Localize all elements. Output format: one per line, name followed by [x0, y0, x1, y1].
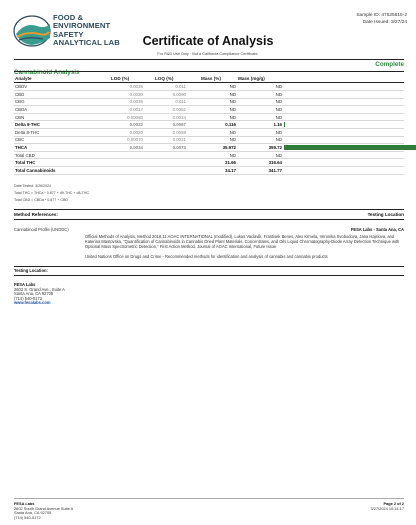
- cannabinoid-section-title: Cannabinoid Analysis: [14, 69, 80, 76]
- loq-cell: 0.0021: [172, 137, 186, 143]
- mass-mg-cell: ND: [275, 129, 282, 135]
- mass-pct-cell: ND: [229, 114, 236, 120]
- table-row: [14, 106, 404, 113]
- address-line: Santa Ana, CA 92705: [14, 291, 54, 297]
- divider: [14, 219, 404, 220]
- mass-pct-cell: ND: [229, 99, 236, 105]
- lod-cell: 0.0022: [129, 122, 143, 128]
- method-reference-unodc: United Nations Office on Drugs and Crime - Recommended methods for identification and analysis of cannabis and cannabis products: [85, 254, 328, 259]
- methods-section-header: [14, 212, 404, 217]
- sample-id: Sample ID: 47525815-2: [356, 13, 407, 18]
- date-tested: Date Tested: 3/26/2024: [14, 184, 52, 188]
- loq-cell: 0.0052: [172, 106, 186, 112]
- loq-cell: 0.011: [175, 99, 186, 105]
- analyte-cell: CBDA: [15, 106, 28, 112]
- lod-cell: 0.00070: [127, 137, 143, 143]
- analysis-status: Complete: [375, 61, 404, 68]
- mass-pct-cell: 34.17: [225, 167, 236, 173]
- footer-divider: [14, 498, 404, 499]
- analyte-cell: Delta 9-THC: [15, 122, 40, 128]
- table-row: [14, 91, 404, 98]
- lod-cell: 0.0024: [129, 144, 143, 150]
- page-number: Page 2 of 2: [383, 501, 404, 506]
- mass-pct-cell: ND: [229, 152, 236, 158]
- divider: [14, 59, 404, 60]
- analyte-cell: Total CBD: [15, 152, 35, 158]
- logo-line: SAFETY: [53, 29, 84, 39]
- mass-pct-cell: ND: [229, 84, 236, 90]
- divider: [14, 266, 404, 267]
- col-mass-pct: Mass (%): [201, 76, 221, 81]
- date-issued: Date Issued: 3/27/24: [362, 20, 407, 25]
- mass-pct-cell: ND: [229, 137, 236, 143]
- sample-meta: [356, 12, 407, 26]
- footer-address-line: 2602 South Grand Avenue Suite A: [14, 505, 74, 511]
- table-row: [14, 151, 404, 158]
- mass-mg-cell: ND: [275, 99, 282, 105]
- total-cbd-formula: Total CBD = CBDa * 0.877 + CBD: [14, 198, 68, 202]
- col-loq: LOQ (%): [155, 76, 174, 81]
- analyte-cell: CBG: [15, 99, 25, 105]
- analyte-cell: CBN: [15, 114, 25, 120]
- loq-cell: 0.0090: [172, 91, 186, 97]
- logo-line: ANALYTICAL LAB: [53, 37, 120, 47]
- mass-mg-cell: 359.72: [268, 144, 282, 150]
- total-thc-formula: Total THC = THCa * 0.877 + d9-THC + d8-THC: [14, 191, 90, 195]
- analyte-cell: THCA: [15, 144, 28, 150]
- testing-location-title: Testing Location:: [14, 268, 48, 273]
- method-lab-location: FESA Labs - Santa Ana, CA: [350, 227, 404, 232]
- method-name: Cannabinoid Profile (UNODC): [14, 227, 69, 232]
- mass-pct-cell: ND: [229, 106, 236, 112]
- logo-line: ENVIRONMENT: [53, 21, 111, 31]
- mass-pct-cell: ND: [229, 91, 236, 97]
- mass-mg-cell: ND: [275, 106, 282, 112]
- lab-name: FESA Labs: [14, 282, 36, 287]
- col-analyte: Analyte: [15, 76, 32, 81]
- rnd-note: For R&D Use Only · Not a California Compliance Certificate.: [157, 52, 259, 56]
- divider: [14, 71, 404, 72]
- table-row: [14, 113, 404, 120]
- mass-mg-cell: 316.64: [268, 160, 282, 166]
- col-mass-mg: Mass (mg/g): [238, 76, 265, 81]
- table-row: [14, 98, 404, 105]
- table-row: [14, 136, 404, 143]
- concentration-bar: [284, 145, 416, 150]
- table-row: [14, 159, 404, 166]
- analyte-cell: CBD: [15, 91, 25, 97]
- mass-pct-cell: 0.116: [225, 122, 236, 128]
- lod-cell: 0.0030: [129, 91, 143, 97]
- mass-mg-cell: ND: [275, 152, 282, 158]
- concentration-bar: [284, 122, 285, 127]
- lod-cell: 0.0017: [129, 106, 143, 112]
- table-row: [14, 121, 404, 128]
- address-line: 2602 S. Grand Ave., Suite A: [14, 286, 65, 292]
- logo-line: FOOD &: [53, 13, 84, 22]
- mass-pct-cell: 35.972: [222, 144, 236, 150]
- analyte-cell: Total Cannabinoids: [15, 167, 56, 173]
- mass-pct-cell: 31.66: [225, 160, 236, 166]
- col-lod: LOD (%): [111, 76, 130, 81]
- table-row: [14, 167, 404, 174]
- lod-cell: 0.0020: [129, 129, 143, 135]
- analyte-cell: CBDV: [15, 84, 28, 90]
- loq-cell: 0.0067: [172, 122, 186, 128]
- analyte-cell: Delta 8-THC: [15, 129, 40, 135]
- footer-address-line: Santa Ana, CA 92705: [14, 510, 52, 516]
- divider: [14, 275, 404, 276]
- lab-website-link[interactable]: www.fesalabs.com: [14, 300, 51, 306]
- table-row: [14, 144, 404, 151]
- mass-mg-cell: ND: [275, 137, 282, 143]
- mass-mg-cell: ND: [275, 91, 282, 97]
- mass-mg-cell: 341.77: [268, 167, 282, 173]
- loq-cell: 0.0024: [172, 114, 186, 120]
- mass-mg-cell: ND: [275, 84, 282, 90]
- print-timestamp: 3/27/2024 10:14:17: [370, 505, 404, 511]
- lod-cell: 0.0035: [129, 84, 143, 90]
- analyte-cell: CBC: [15, 137, 25, 143]
- footer-phone: (714) 540-0172: [14, 514, 41, 520]
- methods-location-title: Testing Location: [367, 212, 404, 217]
- table-row: [14, 129, 404, 136]
- phone-number: (714) 540-0172: [14, 295, 42, 301]
- loq-cell: 0.0059: [172, 129, 186, 135]
- document-title: Certificate of Analysis: [142, 34, 274, 48]
- footer-page-info: [370, 502, 404, 511]
- table-row: [14, 83, 404, 90]
- lod-cell: 0.00080: [127, 114, 143, 120]
- footer-lab-name: FESA Labs: [14, 501, 35, 506]
- methods-title: Method References:: [14, 212, 58, 217]
- mass-mg-cell: 1.16: [273, 122, 282, 128]
- testing-location-address: [14, 283, 65, 306]
- loq-cell: 0.0073: [172, 144, 186, 150]
- mass-mg-cell: ND: [275, 114, 282, 120]
- lod-cell: 0.0035: [129, 99, 143, 105]
- mass-pct-cell: ND: [229, 129, 236, 135]
- loq-cell: 0.011: [175, 84, 186, 90]
- divider: [14, 209, 404, 210]
- footer-address: [14, 502, 73, 520]
- method-reference-aoac: Official Methods of Analysis, Method 2018.11:AOAC INTERNATIONAL (modified), Lukas Vaclavik, Frantisek Benes, Alex Krmela, Veronika Svobodova, Jana Hajslova, and Katerina Mastovska, "Quantification of Cannabinoids in Cannabis Dried Plant Materials, Concentrates, and Oils Liquid Chromatography-Diode Array Detection Technique with Optional Mass Spectrometric Detection," First Action Method, Journal of AOAC International, Future Issue: [85, 234, 400, 250]
- analyte-cell: Total THC: [15, 160, 36, 166]
